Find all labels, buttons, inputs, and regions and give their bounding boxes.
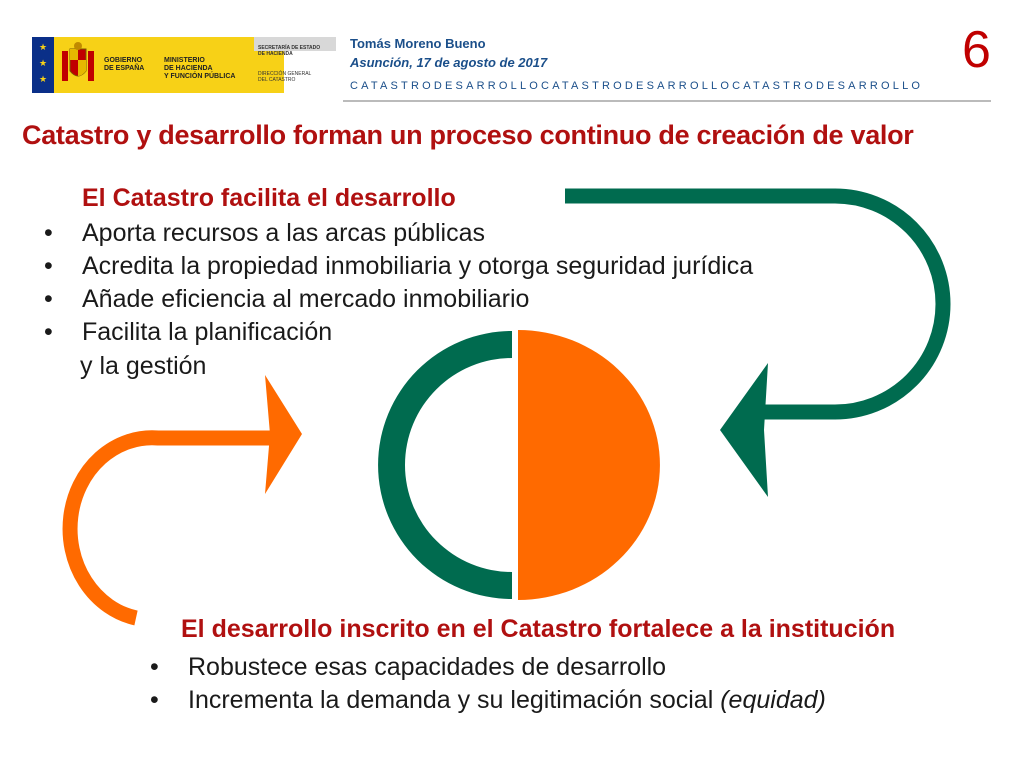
section2-list xyxy=(150,651,826,717)
tagline: CATASTRODESARROLLOCATASTRODESARROLLOCATASTRODESARROLLO xyxy=(350,80,924,92)
list-item-text: Robustece esas capacidades de desarrollo xyxy=(188,653,667,681)
list-item xyxy=(44,217,753,250)
bullet-icon: • xyxy=(150,653,159,681)
author-name: Tomás Moreno Bueno xyxy=(350,36,486,51)
section1-list xyxy=(44,217,753,349)
list-item-text: Aporta recursos a las arcas públicas xyxy=(82,219,485,247)
secretariat-label: SECRETARÍA DE ESTADO DE HACIENDA xyxy=(258,45,321,57)
emphasis-text: (equidad) xyxy=(720,686,826,714)
section2-heading: El desarrollo inscrito en el Catastro fortalece a la institución xyxy=(181,615,896,643)
list-item-text: Facilita la planificación xyxy=(82,318,333,346)
list-item xyxy=(44,250,753,283)
presentation-date: Asunción, 17 de agosto de 2017 xyxy=(350,55,548,70)
list-item-text: Acredita la propiedad inmobiliaria y otorga seguridad jurídica xyxy=(82,252,754,280)
list-item-continuation: y la gestión xyxy=(80,352,207,380)
eu-flag-strip: ★ ★ ★ xyxy=(32,37,54,93)
bullet-icon: • xyxy=(44,285,53,313)
green-half-ring xyxy=(378,331,512,599)
list-item xyxy=(150,684,826,717)
orange-cycle-arrow xyxy=(70,438,270,618)
slide-title: Catastro y desarrollo forman un proceso continuo de creación de valor xyxy=(22,120,914,150)
green-arrowhead-icon xyxy=(720,363,768,497)
list-item xyxy=(44,316,753,349)
list-item xyxy=(44,283,753,316)
list-item-text: Añade eficiencia al mercado inmobiliario xyxy=(82,285,530,313)
list-item xyxy=(150,651,826,684)
bullet-icon: • xyxy=(150,686,159,714)
bullet-icon: • xyxy=(44,318,53,346)
directorate-label: DIRECCIÓN GENERAL DEL CATASTRO xyxy=(258,71,312,83)
orange-half-disc xyxy=(518,330,660,600)
list-item-text: Incrementa la demanda y su legitimación social xyxy=(188,686,714,714)
orange-arrowhead-icon xyxy=(265,375,302,494)
page-number: 6 xyxy=(962,21,991,79)
ministry-label: MINISTERIO DE HACIENDA Y FUNCIÓN PÚBLICA xyxy=(164,57,236,80)
section1-heading: El Catastro facilita el desarrollo xyxy=(82,184,456,212)
bullet-icon: • xyxy=(44,219,53,247)
bullet-icon: • xyxy=(44,252,53,280)
gov-label: GOBIERNO DE ESPAÑA xyxy=(104,57,145,72)
